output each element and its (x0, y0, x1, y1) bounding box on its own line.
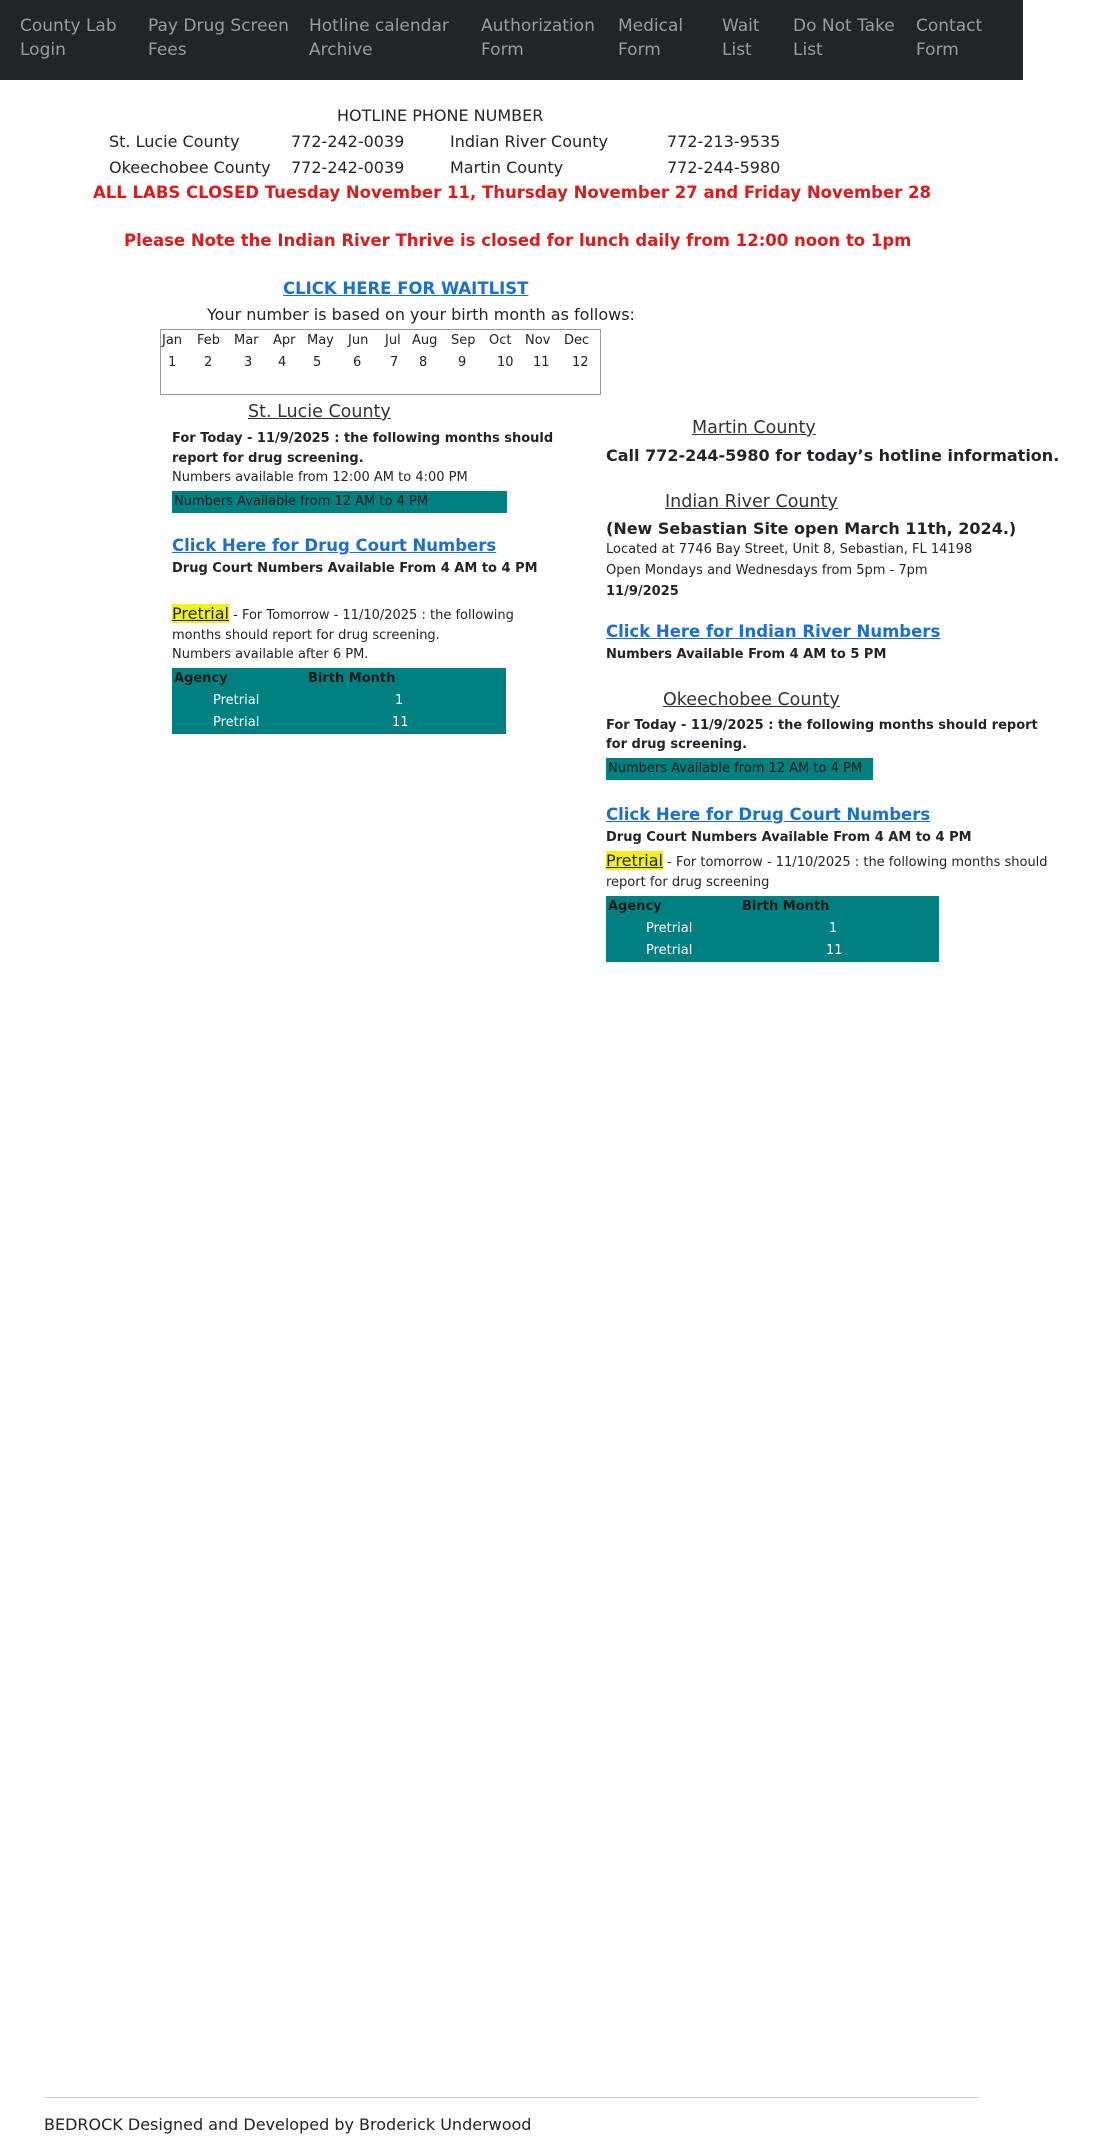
month-label: Jan (162, 333, 183, 348)
indianriver-date: 11/9/2025 (606, 584, 679, 599)
okeechobee-pretrial-highlight: Pretrial (606, 851, 663, 870)
nav-label-line2: Form (916, 40, 959, 60)
table-header-agency: Agency (174, 671, 228, 686)
month-label: Mar (234, 333, 259, 348)
indianriver-hours: Open Mondays and Wednesdays from 5pm - 7pm (606, 563, 928, 578)
waitlist-link[interactable]: CLICK HERE FOR WAITLIST (283, 279, 529, 298)
okeechobee-pretrial-line2: report for drug screening (606, 875, 770, 890)
nav-do-not-take-list[interactable] (793, 14, 895, 62)
month-number: 11 (533, 355, 550, 370)
month-number: 6 (353, 355, 362, 370)
nav-label-line2: Archive (309, 40, 373, 60)
stlucie-pretrial-text: - For Tomorrow - 11/10/2025 : the following (228, 608, 514, 623)
okeechobee-pretrial-table (606, 896, 939, 962)
nav-wait-list[interactable] (722, 14, 760, 62)
stlucie-pretrial-line3: Numbers available after 6 PM. (172, 647, 369, 662)
stlucie-title: St. Lucie County (248, 402, 391, 422)
indianriver-site-note: (New Sebastian Site open March 11th, 2024.) (606, 519, 1017, 538)
nav-label-line1: Pay Drug Screen (148, 16, 289, 36)
indianriver-numbers-link[interactable]: Click Here for Indian River Numbers (606, 622, 941, 641)
month-label: Aug (412, 333, 438, 348)
month-label: Dec (564, 333, 590, 348)
table-cell-birth-month: 1 (395, 693, 404, 708)
stlucie-drug-court-link[interactable]: Click Here for Drug Court Numbers (172, 536, 497, 555)
stlucie-today-line1: For Today - 11/9/2025 : the following months should (172, 431, 554, 446)
month-label: Sep (451, 333, 476, 348)
table-cell-agency: Pretrial (213, 693, 260, 708)
footer-divider (44, 2097, 979, 2098)
nav-label-line2: List (722, 40, 752, 60)
labs-closed-notice: ALL LABS CLOSED Tuesday November 11, Thursday November 27 and Friday November 28 (93, 183, 931, 202)
stlucie-drug-court-hours: Drug Court Numbers Available From 4 AM to 4 PM (172, 561, 538, 576)
nav-county-lab-login[interactable] (20, 14, 117, 62)
okeechobee-pretrial-line1 (606, 851, 1048, 873)
okeechobee-availability-text: Numbers Available from 12 AM to 4 PM (608, 761, 863, 776)
month-label: Oct (489, 333, 512, 348)
nav-contact-form[interactable] (916, 14, 982, 62)
stlucie-availability-text: Numbers Available from 12 AM to 4 PM (174, 494, 429, 509)
nav-label-line1: Medical (618, 16, 684, 36)
birth-month-table (160, 329, 601, 395)
hotline-county: Indian River County (450, 132, 609, 151)
okeechobee-pretrial-text: - For tomorrow - 11/10/2025 : the following months should (662, 855, 1048, 870)
nav-label-line2: Form (481, 40, 524, 60)
month-label: Nov (525, 333, 551, 348)
table-cell-birth-month: 1 (829, 921, 838, 936)
okeechobee-drug-court-hours: Drug Court Numbers Available From 4 AM to 4 PM (606, 830, 972, 845)
month-number: 4 (278, 355, 287, 370)
stlucie-pretrial-table (172, 668, 506, 734)
martin-call-info: Call 772-244-5980 for today’s hotline information. (606, 446, 1060, 465)
okeechobee-title: Okeechobee County (663, 690, 840, 710)
month-number: 8 (419, 355, 428, 370)
indianriver-address: Located at 7746 Bay Street, Unit 8, Sebastian, FL 14198 (606, 542, 973, 557)
nav-label-line2: Form (618, 40, 661, 60)
nav-hotline-calendar-archive[interactable] (309, 14, 449, 62)
table-header-agency: Agency (608, 899, 662, 914)
month-number: 2 (204, 355, 213, 370)
month-number: 3 (244, 355, 253, 370)
footer-credit: BEDROCK Designed and Developed by Broderick Underwood (44, 2115, 532, 2134)
month-number: 10 (497, 355, 514, 370)
stlucie-pretrial-highlight: Pretrial (172, 604, 229, 623)
hotline-phone: 772-213-9535 (667, 132, 781, 151)
month-number: 12 (572, 355, 589, 370)
month-label: Apr (273, 333, 296, 348)
month-label: Feb (197, 333, 221, 348)
nav-label-line1: Do Not Take (793, 16, 895, 36)
indianriver-title: Indian River County (665, 492, 838, 512)
indianriver-available: Numbers Available From 4 AM to 5 PM (606, 647, 887, 662)
nav-medical-form[interactable] (618, 14, 683, 62)
hotline-county: Martin County (450, 158, 564, 177)
stlucie-hours: Numbers available from 12:00 AM to 4:00 PM (172, 470, 468, 485)
hotline-county: Okeechobee County (109, 158, 271, 177)
top-navbar (0, 0, 1023, 80)
lunch-closure-notice: Please Note the Indian River Thrive is closed for lunch daily from 12:00 noon to 1pm (124, 231, 912, 250)
month-number: 1 (168, 355, 177, 370)
nav-label-line2: List (793, 40, 823, 60)
hotline-title: HOTLINE PHONE NUMBER (337, 106, 544, 125)
okeechobee-availability-bar (606, 758, 873, 780)
stlucie-today-line2: report for drug screening. (172, 451, 364, 466)
month-number: 9 (458, 355, 467, 370)
nav-label-line1: County Lab (20, 16, 117, 36)
month-label: Jul (385, 333, 401, 348)
nav-label-line1: Contact (916, 16, 983, 36)
nav-pay-drug-screen-fees[interactable] (148, 14, 289, 62)
table-header-birth-month: Birth Month (308, 671, 396, 686)
nav-label-line2: Fees (148, 40, 187, 60)
hotline-phone: 772-242-0039 (291, 158, 405, 177)
waitlist-subtitle: Your number is based on your birth month as follows: (207, 305, 635, 324)
okeechobee-drug-court-link[interactable]: Click Here for Drug Court Numbers (606, 805, 931, 824)
hotline-phone: 772-242-0039 (291, 132, 405, 151)
month-label: Jun (348, 333, 369, 348)
month-number: 7 (390, 355, 399, 370)
martin-title: Martin County (692, 418, 816, 438)
hotline-county: St. Lucie County (109, 132, 240, 151)
okeechobee-today-line2: for drug screening. (606, 737, 748, 752)
stlucie-pretrial-line2: months should report for drug screening. (172, 628, 440, 643)
table-cell-agency: Pretrial (213, 715, 260, 730)
month-label: May (307, 333, 334, 348)
table-cell-birth-month: 11 (826, 943, 843, 958)
nav-label-line1: Authorization (481, 16, 595, 36)
table-cell-agency: Pretrial (646, 943, 693, 958)
table-cell-birth-month: 11 (392, 715, 409, 730)
stlucie-availability-bar (172, 491, 507, 513)
table-header-birth-month: Birth Month (742, 899, 830, 914)
okeechobee-today-line1: For Today - 11/9/2025 : the following months should report (606, 718, 1038, 733)
hotline-phone: 772-244-5980 (667, 158, 781, 177)
nav-label-line1: Wait (722, 16, 760, 36)
stlucie-pretrial-line1 (172, 604, 514, 626)
nav-authorization-form[interactable] (481, 14, 595, 62)
month-number: 5 (313, 355, 322, 370)
nav-label-line2: Login (20, 40, 66, 60)
nav-label-line1: Hotline calendar (309, 16, 449, 36)
table-cell-agency: Pretrial (646, 921, 693, 936)
